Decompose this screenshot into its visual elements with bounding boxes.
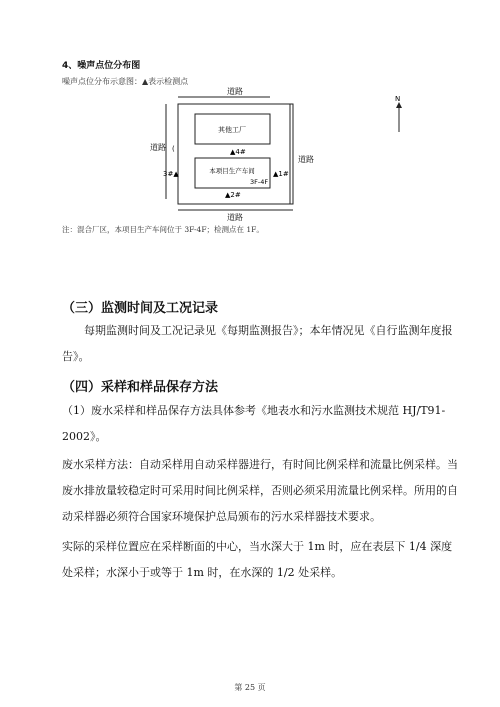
diagram-note: 注：混合厂区，本项目生产车间位于 3F-4F；检测点在 1F。	[62, 225, 264, 234]
page-number: 第 25 页	[234, 683, 266, 692]
section3-text: 每期监测时间及工况记录见《每期监测报告》；本年情况见《自行监测年度报告》。	[62, 324, 453, 363]
road-right-label: 道路	[298, 155, 314, 164]
section4-p2: 废水采样方法：自动采样用自动采样器进行，有时间比例采样和流量比例采样。当废水排放量较稳定时可采用时间比例采样，否则必须采用流量比例采样。所用的自动采样器必须符合国家环境保护总局颁布的污水采样器技术要求。	[62, 458, 458, 523]
section4-title: （四）采样和样品保存方法	[62, 380, 219, 395]
road-bottom-label: 道路	[227, 213, 243, 222]
point-2-label: ▲2#	[225, 191, 241, 199]
project-workshop-label: 本项目生产车间	[209, 167, 255, 175]
section4-p3: 实际的采样位置应在采样断面的中心，当水深大于 1m 时，应在表层下 1/4 深度处采样；水深小于或等于 1m 时，在水深的 1/2 处采样。	[62, 540, 453, 579]
left-marker: (	[172, 145, 175, 153]
road-top-label: 道路	[227, 87, 243, 96]
point-1-label: ▲1#	[273, 170, 289, 178]
noise-section-heading: 4、噪声点位分布图	[62, 61, 141, 71]
north-label: N	[395, 95, 401, 103]
section3-title: （三）监测时间及工况记录	[62, 301, 219, 316]
point-4-label: ▲4#	[230, 148, 246, 156]
noise-point-diagram	[150, 84, 420, 224]
section4-p1: （1）废水采样和样品保存方法具体参考《地表水和污水监测技术规范 HJ/T91-2002》。	[62, 404, 446, 443]
floor-label: 3F-4F	[250, 178, 269, 186]
other-factory-label: 其他工厂	[218, 126, 246, 134]
point-3-label: 3#▲	[163, 170, 179, 178]
road-left-label: 道路	[150, 143, 166, 152]
diagram-caption: 噪声点位分布示意图：▲表示检测点	[62, 77, 189, 86]
